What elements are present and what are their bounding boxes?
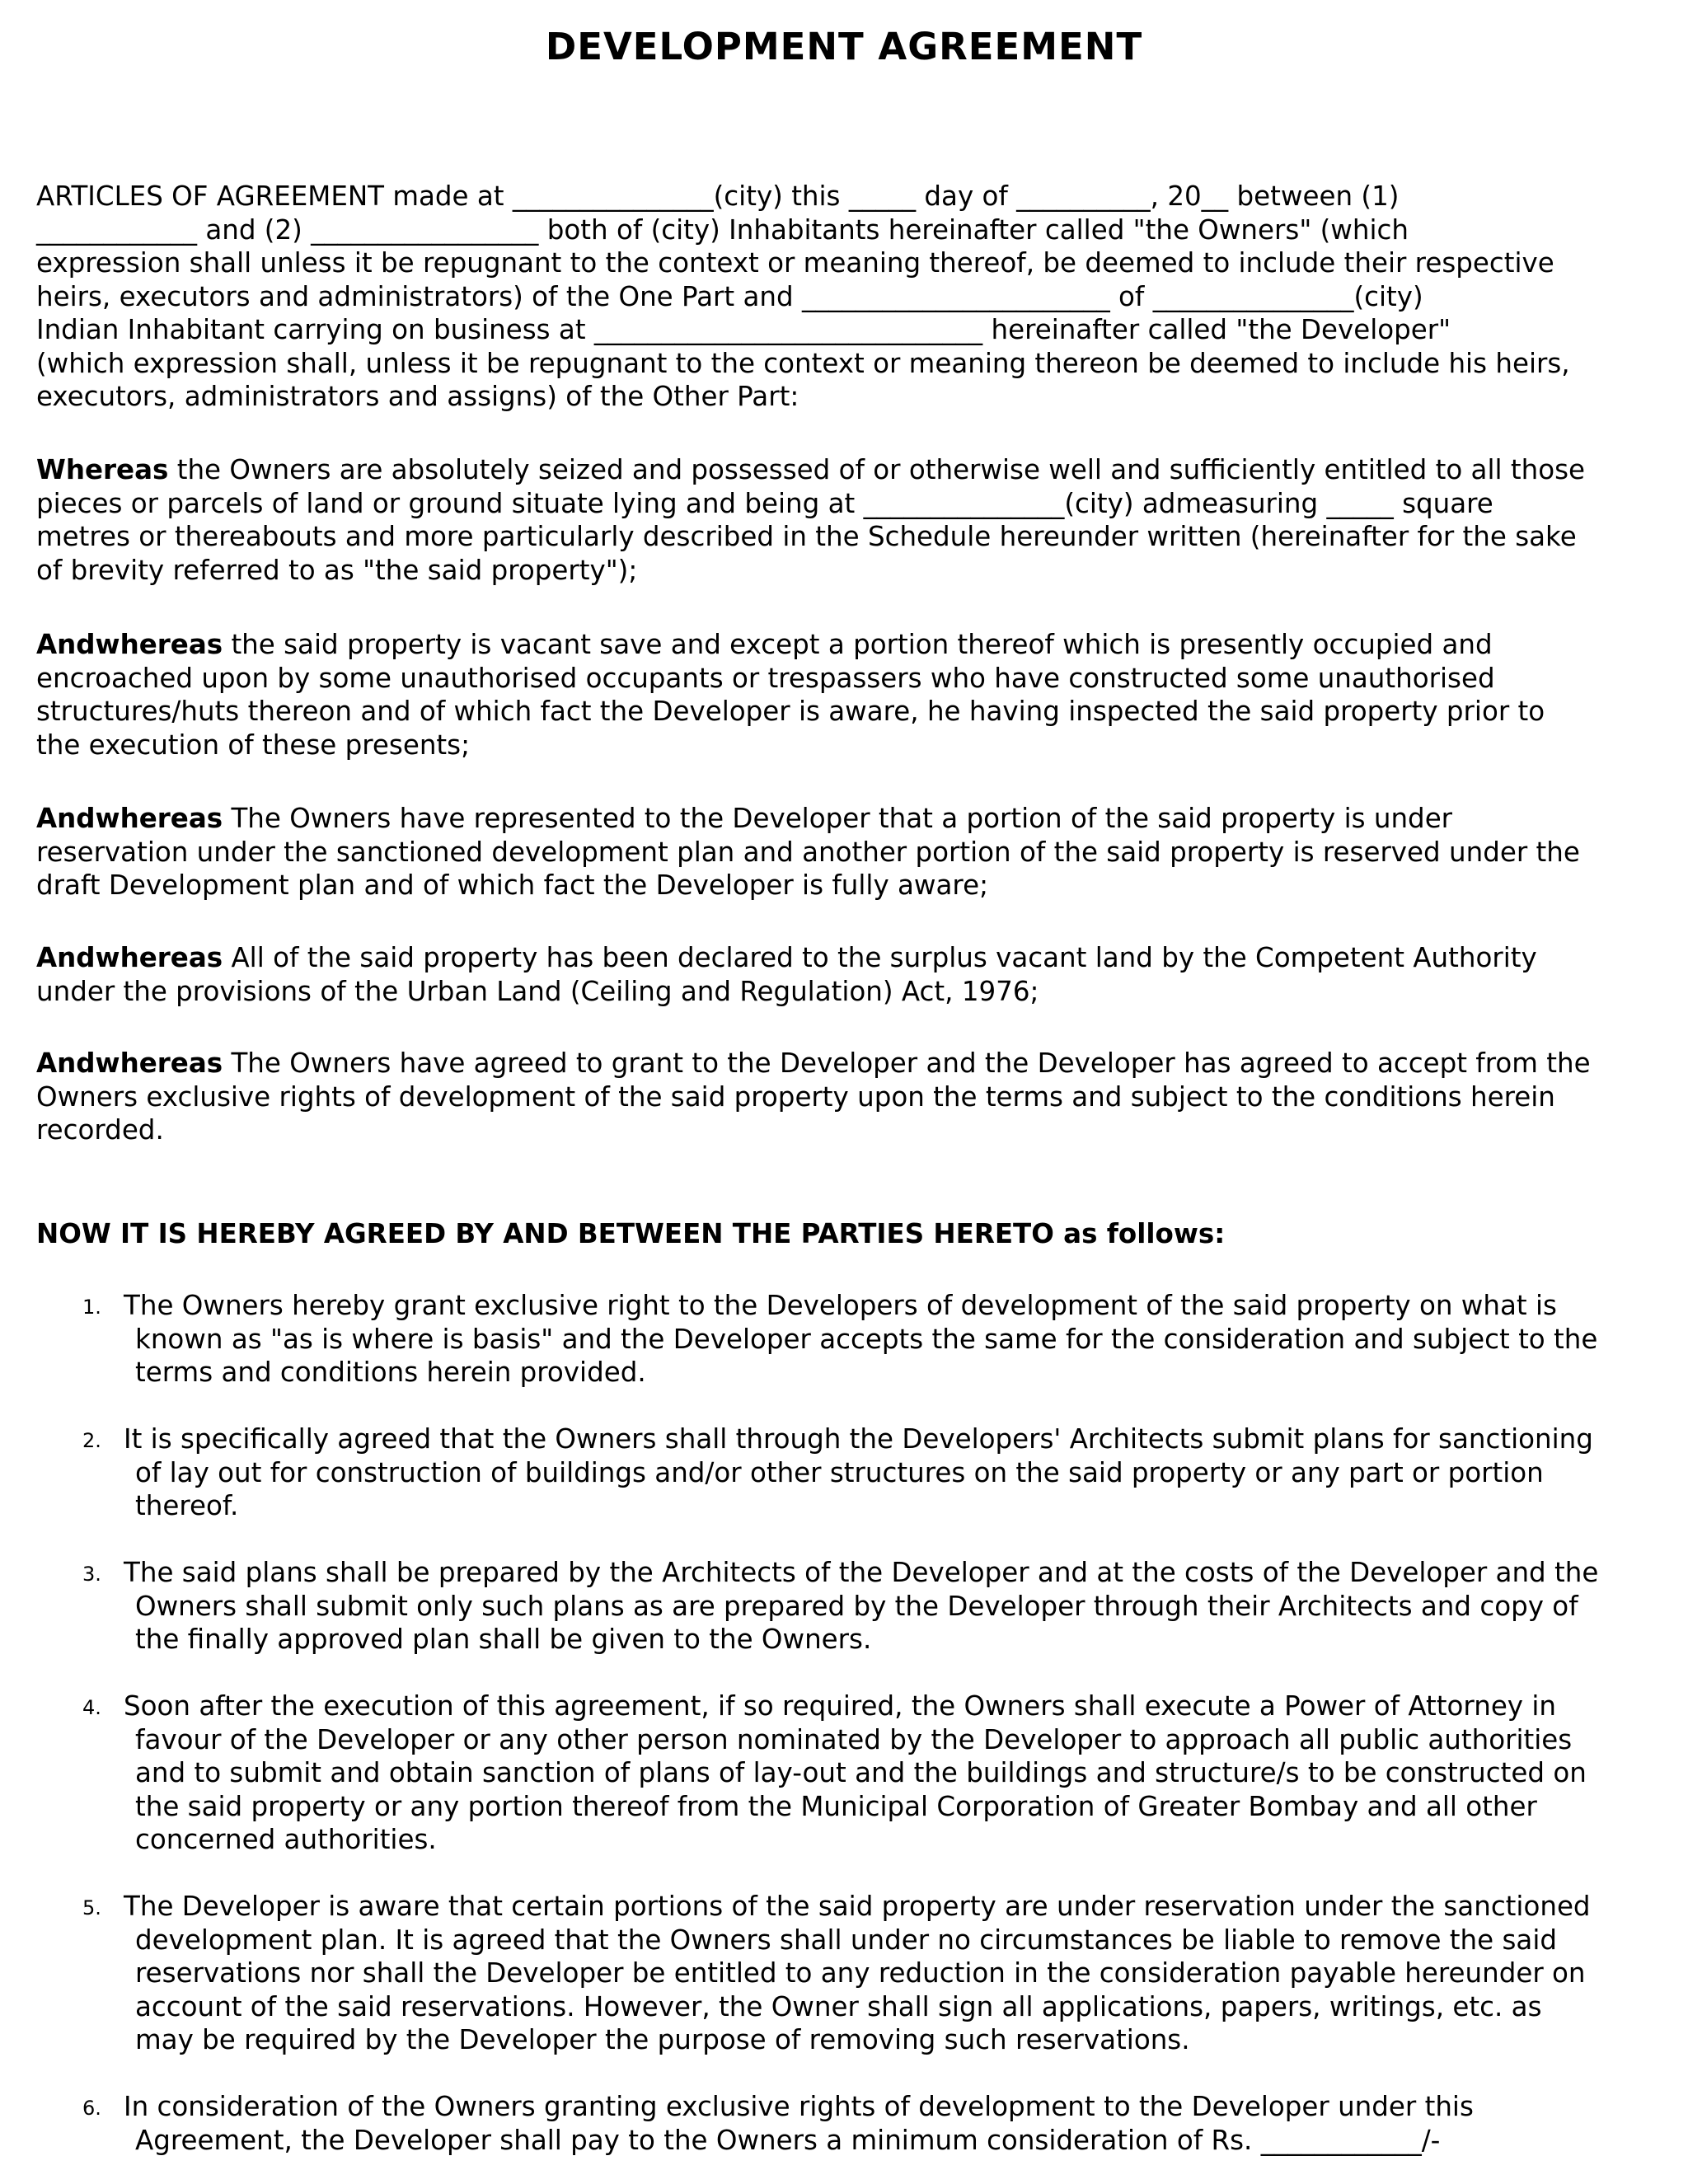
clause-number: 3. [82,1563,101,1586]
recital-text: The Owners have represented to the Developer that a portion of the said property is under reservation under the sanctioned development plan and another portion of the said property is reserved under the draft Development plan and of which fact the Developer is fully aware; [36,803,1580,901]
clause-text-rest: Owners shall submit only such plans as are prepared by the Developer through their Architects and copy of the finally approved plan shall be given to the Owners. [135,1590,1578,1655]
recital-text: All of the said property has been declared to the surplus vacant land by the Competent Authority under the provisions of the Urban Land (Ceiling and Regulation) Act, 1976; [36,942,1537,1007]
recital-lead: Whereas [36,454,169,485]
recital-paragraph [36,941,1660,1008]
clause-text-first: In consideration of the Owners granting exclusive rights of development to the Developer under this [124,2091,1474,2122]
recital-lead: Andwhereas [36,629,223,660]
recital-lead: Andwhereas [36,803,223,834]
clause-number: 5. [82,1896,101,1919]
recital-text: the said property is vacant save and except a portion thereof which is presently occupied and encroached upon by some unauthorised occupants or trespassers who have constructed some unauthorised structures/huts thereon and of which fact the Developer is aware, he having inspected the said property prior to the execution of these presents; [36,629,1545,761]
recital-text: the Owners are absolutely seized and possessed of or otherwise well and sufficiently entitled to all those pieces or parcels of land or ground situate lying and being at _______________(city) admeasuring _____ square metres or thereabouts and more particularly described in the Schedule hereunder written (hereinafter for the sake of brevity referred to as "the said property"); [36,454,1586,586]
recital-paragraph [36,628,1660,762]
clause-text-first: The Developer is aware that certain portions of the said property are under reservation under the sanctioned [124,1891,1591,1922]
clause-text-rest: development plan. It is agreed that the Owners shall under no circumstances be liable to remove the said reservations nor shall the Developer be entitled to any reduction in the consideration payable hereunder on account of the said reservations. However, the Owner shall sign all applications, papers, writings, etc. as may be required by the Developer the purpose of removing such reservations. [135,1924,1586,2055]
clause-text-first: The Owners hereby grant exclusive right to the Developers of development of the said property on what is [124,1290,1557,1321]
clause-text-rest: of lay out for construction of buildings and/or other structures on the said property or any part or portion thereof. [135,1456,1544,1521]
recital-paragraph [36,453,1660,587]
recital-lead: Andwhereas [36,942,223,973]
clause-text-rest: Agreement, the Developer shall pay to the Owners a minimum consideration of Rs. ____________/- [135,2124,1441,2156]
clause-number: 2. [82,1429,101,1452]
clause-number: 1. [82,1296,101,1319]
clause-text-first: It is specifically agreed that the Owners shall through the Developers' Architects submit plans for sanctioning [124,1423,1593,1455]
clause-text-rest: known as "as is where is basis" and the Developer accepts the same for the consideration and subject to the terms and conditions herein provided. [135,1323,1598,1388]
recital-lead: Andwhereas [36,1047,223,1079]
clause-text-first: The said plans shall be prepared by the Architects of the Developer and at the costs of the Developer and the [124,1557,1599,1588]
recital-paragraph [36,802,1660,902]
agreed-heading: NOW IT IS HEREBY AGREED BY AND BETWEEN THE PARTIES HERETO as follows: [36,1218,1226,1249]
recital-paragraph [36,1047,1660,1147]
recital-text: The Owners have agreed to grant to the Developer and the Developer has agreed to accept from the Owners exclusive rights of development of the said property upon the terms and subject to the conditions herein recorded. [36,1047,1591,1146]
document-title: DEVELOPMENT AGREEMENT [545,25,1143,68]
clause-number: 4. [82,1696,101,1719]
clause-number: 6. [82,2097,101,2120]
clause-text-rest: favour of the Developer or any other person nominated by the Developer to approach all public authorities and to submit and obtain sanction of plans of lay-out and the buildings and structure/s to be constructed on the said property or any portion thereof from the Municipal Corporation of Greater Bombay and all other concerned authorities. [135,1723,1587,1855]
intro-paragraph: ARTICLES OF AGREEMENT made at _______________(city) this _____ day of __________, 20__ between (1) ____________ and (2) _________________ both of (city) Inhabitants hereinafter called "the Owners" (which expression shall unless it be repugnant to the context or meaning thereof, be deemed to include their respective heirs, executors and administrators) of the One Part and _______________________ of _______________(city) Indian Inhabitant carrying on business at _____________________________ hereinafter called "the Developer" (which expression shall, unless it be repugnant to the context or meaning thereon be deemed to include his heirs, executors, administrators and assigns) of the Other Part: [36,180,1570,412]
clause-text-first: Soon after the execution of this agreement, if so required, the Owners shall execute a Power of Attorney in [124,1690,1557,1722]
